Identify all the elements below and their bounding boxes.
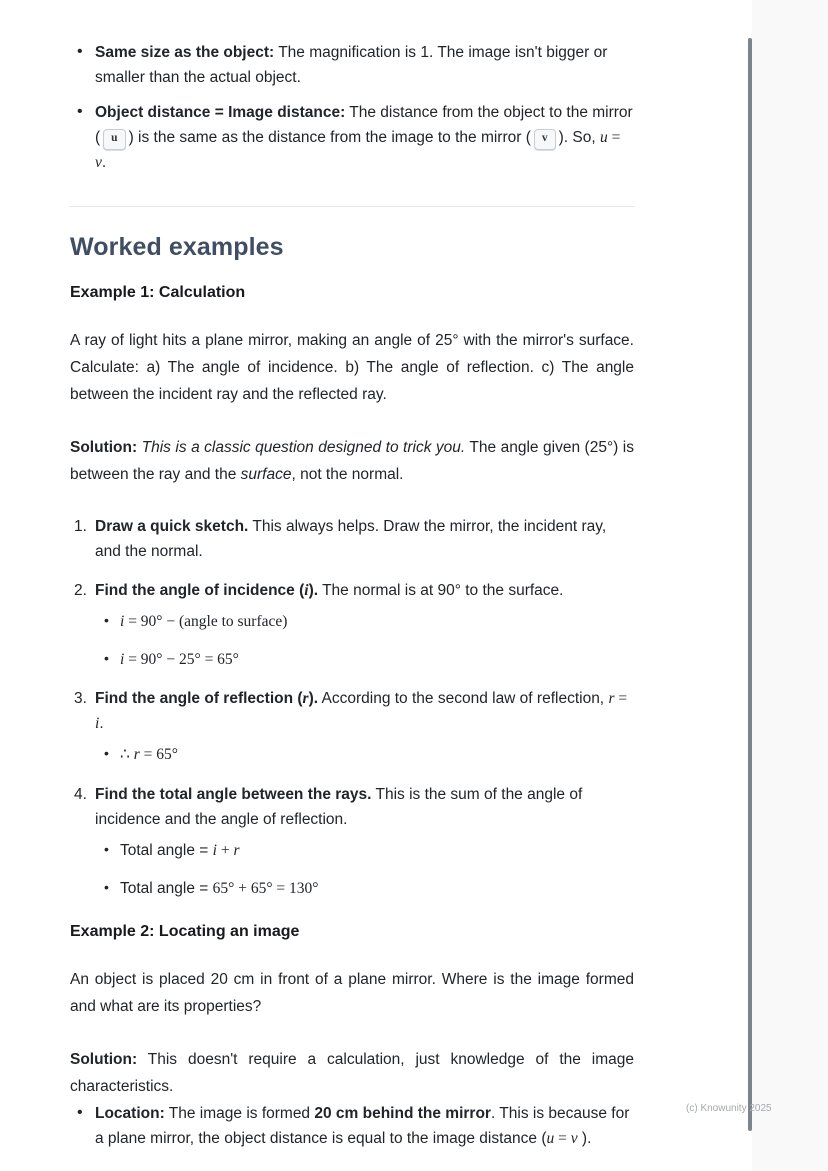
list-item [70, 782, 634, 901]
step-label: ). [308, 581, 319, 599]
sub-list [95, 742, 634, 767]
list-item [95, 742, 634, 767]
math-expression: i = 90° − 25° = 65° [120, 651, 239, 669]
text-segment: This doesn't require a calculation, just knowledge of the image characteristics. [70, 1050, 634, 1096]
text-segment: This is a classic question designed to trick you. [137, 438, 466, 456]
text-segment: surface [240, 466, 292, 484]
step-label: ). [308, 690, 319, 708]
math-expression: r = i [95, 690, 628, 733]
example1-heading: Example 1: Calculation [70, 283, 246, 301]
paragraph: A ray of light hits a plane mirror, making an angle of 25° with the mirror's surface. Calculate: a) The angle of incidence. b) The angle of reflection. c) The angle between the incident ray and the reflected ray. [70, 331, 634, 404]
document-content [70, 40, 634, 1151]
math-expression: u = v [546, 1129, 578, 1147]
list-item [95, 838, 634, 863]
math-expression: i = 90° − (angle to surface) [120, 612, 288, 630]
math-expression: u = v [95, 129, 621, 172]
list-item [95, 609, 634, 634]
solution-steps-list [70, 514, 634, 901]
text-segment: The normal is at 90° to the surface. [318, 581, 564, 599]
list-item [95, 876, 634, 901]
paragraph [70, 434, 634, 489]
text-segment: Total angle = [120, 841, 213, 859]
text-segment: The magnification is 1. The image isn't bigger or smaller than the actual object. [95, 44, 608, 87]
scrollbar-thumb[interactable] [748, 38, 752, 1131]
divider [70, 206, 634, 207]
emphasis-text: 20 cm behind the mirror [314, 1104, 491, 1122]
math-variable: r [302, 690, 309, 708]
page-edge [752, 0, 828, 1171]
list-item [70, 686, 634, 767]
math-expression: i + r [212, 841, 240, 859]
math-expression: ∴ r = 65° [120, 746, 178, 764]
paragraph: An object is placed 20 cm in front of a plane mirror. Where is the image formed and what are its properties? [70, 970, 634, 1016]
text-segment: ). [577, 1129, 592, 1147]
watermark: (c) Knowunity 2025 [686, 1103, 772, 1114]
sub-list [95, 609, 634, 672]
list-item [70, 578, 634, 672]
solution-label: Solution: [70, 438, 138, 456]
sub-list [95, 838, 634, 901]
text-segment: This is the sum of the angle of incidence and the angle of reflection. [95, 785, 583, 828]
text-segment: , not the normal. [291, 466, 404, 484]
list-item [70, 1101, 634, 1151]
text-segment: This always helps. Draw the mirror, the incident ray, and the normal. [95, 517, 607, 560]
inline-code-u: u [103, 129, 125, 150]
paragraph [70, 1046, 634, 1101]
math-variable: i [304, 581, 309, 599]
text-segment: According to the second law of reflection, [318, 690, 609, 708]
list-item [70, 100, 634, 175]
step-label: Draw a quick sketch. [95, 517, 249, 535]
inline-code-v: v [534, 129, 556, 150]
text-segment: The image is formed [164, 1104, 315, 1122]
text-segment: ) is the same as the distance from the image to the mirror ( [128, 129, 531, 147]
list-item [95, 647, 634, 672]
step-label: Find the angle of reflection ( [95, 690, 303, 708]
step-label: Find the total angle between the rays. [95, 785, 372, 803]
term-label: Object distance = Image distance: [95, 104, 346, 122]
list-item [70, 40, 634, 90]
text-segment: The distance from the object to the mirror ( [95, 104, 633, 147]
term-label: Location: [95, 1104, 165, 1122]
example2-heading: Example 2: Locating an image [70, 922, 300, 940]
term-label: Same size as the object: [95, 44, 275, 61]
list-item [70, 514, 634, 564]
step-label: Find the angle of incidence ( [95, 581, 305, 599]
image-location-list [70, 1101, 634, 1151]
text-segment: ). So, [558, 129, 600, 147]
image-properties-list [70, 40, 634, 176]
text-segment: . [101, 154, 107, 172]
text-segment: Total angle = [120, 879, 213, 897]
text-segment: . [99, 715, 104, 733]
math-expression: 65° + 65° = 130° [212, 879, 319, 897]
text-segment: The angle given (25°) is between the ray and the [70, 438, 634, 484]
text-segment: . This is because for a plane mirror, the object distance is equal to the image distance ( [95, 1104, 630, 1147]
section-title: Worked examples [70, 232, 284, 261]
solution-label: Solution: [70, 1050, 138, 1068]
